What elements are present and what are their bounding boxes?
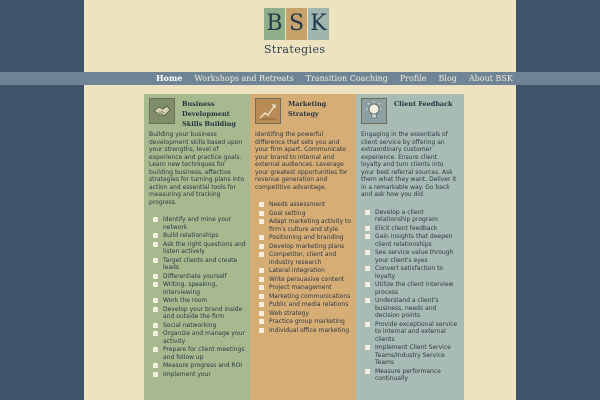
list-item: Elicit client feedback (361, 225, 459, 233)
column-intro: Building your business development skills based upon your strengths, level of experience and practice goals. Learn new techniques for building business, effective strategies for turning plans into action and essential tools for measuring and tracking progress. (149, 131, 245, 206)
list-item: Lateral integration (255, 267, 353, 275)
list-item: Provide exceptional service to internal and external clients (361, 321, 459, 344)
logo-letter-s: S (286, 8, 307, 40)
list-item: Write persuasive content (255, 276, 353, 284)
list-item: Social networking (149, 322, 247, 330)
list-item: See service value through your client's eyes (361, 249, 459, 264)
list-item: Implement your (149, 371, 247, 379)
list-item: Marketing communications (255, 293, 353, 301)
list-item: Needs assessment (255, 201, 353, 209)
column-title: Marketing Strategy (288, 100, 327, 118)
list-item: Goal setting (255, 210, 353, 218)
list-item: Differentiate yourself (149, 273, 247, 281)
nav-profile[interactable]: Profile (399, 74, 427, 83)
list-item: Implement Client Service Teams/Industry Service Teams (361, 344, 459, 367)
list-item: Adapt marketing activity to firm's culture and style (255, 218, 353, 233)
nav-home[interactable]: Home (156, 73, 183, 83)
logo-letter-k: K (308, 8, 329, 40)
list-item: Public and media relations (255, 301, 353, 309)
list-item: Develop marketing plans (255, 243, 353, 251)
list-item: Individual office marketing (255, 327, 353, 335)
list-item: Measure progress and ROI (149, 362, 247, 370)
list-item: Build relationships (149, 232, 247, 240)
main-nav (0, 72, 600, 85)
list-item: Work the room (149, 297, 247, 305)
list-item: Gain insights that deepen client relationships (361, 233, 459, 248)
nav-workshops[interactable]: Workshops and Retreats (194, 74, 294, 83)
list-item: Prepare for client meetings and follow up (149, 346, 247, 361)
column-intro: Engaging in the essentials of client service by offering an extraordinary customer experience. Ensure client loyalty and turn clients into your best referral sources. Ask them what they want. Deliver it in a remarkable way. Go back and ask how you did. (361, 131, 457, 198)
list-item: Organize and manage your activity (149, 330, 247, 345)
list-item: Practice group marketing (255, 318, 353, 326)
list-item: Target clients and create leads (149, 257, 247, 272)
list-item: Writing, speaking, interviewing (149, 281, 247, 296)
logo-letter-b: B (264, 8, 285, 40)
list-item: Convert satisfaction to loyalty (361, 265, 459, 280)
list-item: Ask the right questions and listen actively (149, 241, 247, 256)
logo-subtitle: Strategies (264, 43, 326, 56)
list-item: Measure performance continually (361, 368, 459, 383)
list-item: Develop a client relationship program (361, 209, 459, 224)
nav-blog[interactable]: Blog (438, 74, 457, 83)
list-item: Positioning and branding (255, 234, 353, 242)
list-item: Project management (255, 284, 353, 292)
column-intro: Identifing the powerful difference that sets you and your firm apart. Communicate your brand to internal and external audiences. Leverage your greatest opportunities for revenue generation and competitive advantage. (255, 131, 348, 191)
nav-about[interactable]: About BSK (468, 74, 513, 83)
list-item: Develop your brand inside and outside the firm (149, 306, 247, 321)
page-container (84, 0, 516, 400)
bsk-logo[interactable] (264, 8, 334, 58)
list-item: Understand a client's business, needs and decision points (361, 297, 459, 320)
list-item: Web strategy (255, 310, 353, 318)
column-title: Business Development Skills Building (182, 100, 236, 128)
column-title: Client Feedback (394, 100, 453, 108)
nav-transition-coaching[interactable]: Transition Coaching (305, 74, 388, 83)
list-item: Identify and mine your network (149, 216, 247, 231)
list-item: Competitor, client and industry research (255, 251, 353, 266)
list-item: Utilize the client interview process (361, 281, 459, 296)
